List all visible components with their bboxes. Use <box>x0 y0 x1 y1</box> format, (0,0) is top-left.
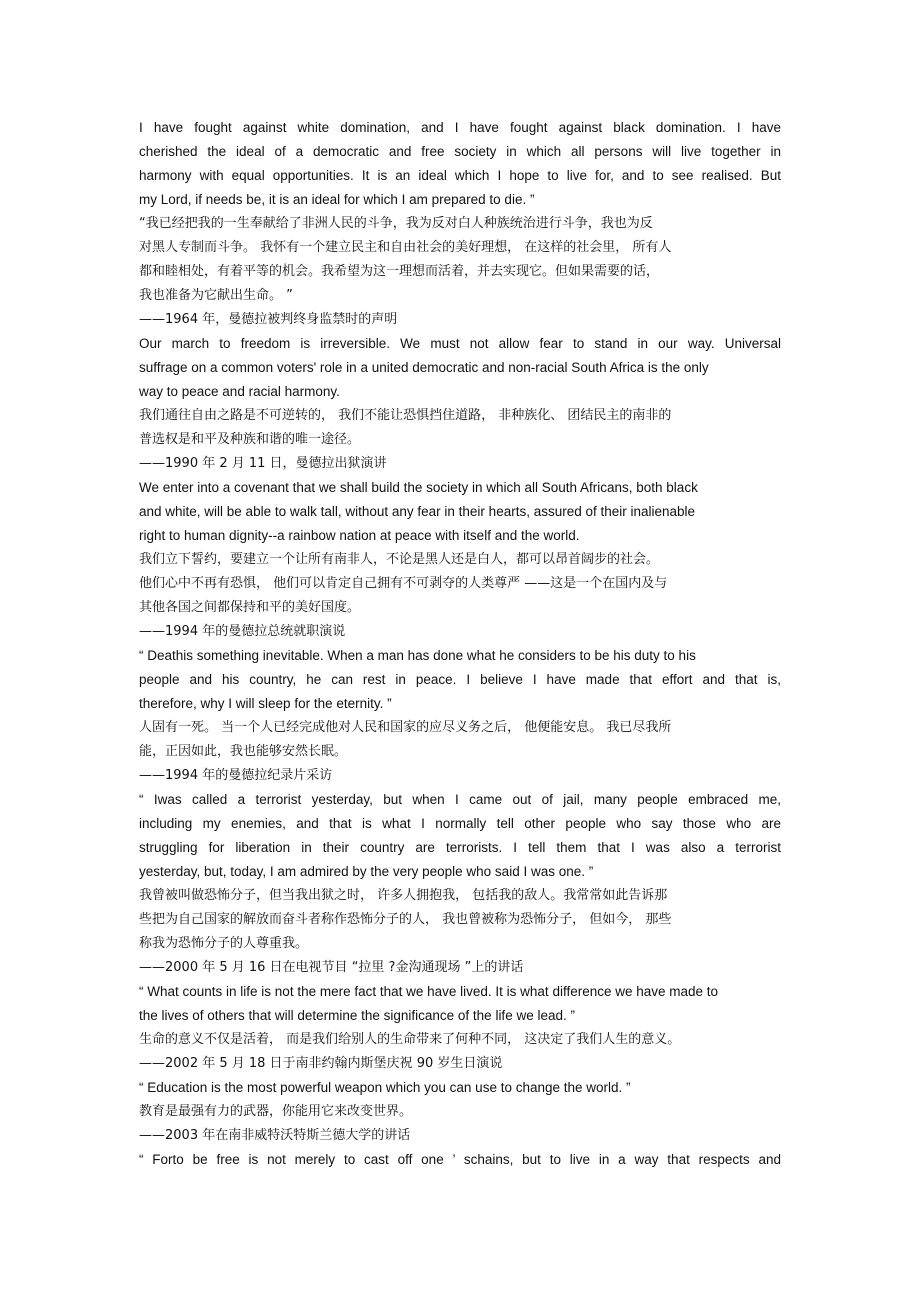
quote-chinese-7 <box>139 1100 781 1124</box>
source-line-7: ——2003 年在南非威特沃特斯兰德大学的讲话 <box>139 1128 411 1143</box>
source-line-2: ——1990 年 2 月 11 日，曼德拉出狱演讲 <box>139 456 387 471</box>
text-line: “ Forto be free is not merely to cast off one ’ schains, but to live in a way that respects and <box>139 1152 781 1167</box>
text-line: harmony with equal opportunities. It is an ideal which I hope to live for, and to see realised. But <box>139 168 781 183</box>
quote-chinese-1 <box>139 212 781 308</box>
quote-english-6 <box>139 980 781 1028</box>
text-line: 生命的意义不仅是活着， 而是我们给别人的生命带来了何种不同， 这决定了我们人生的意义。 <box>139 1032 681 1047</box>
quote-chinese-3 <box>139 548 781 620</box>
quote-chinese-6 <box>139 1028 781 1052</box>
text-line: 些把为自己国家的解放而奋斗者称作恐怖分子的人， 我也曾被称为恐怖分子， 但如今， 那些 <box>139 912 672 927</box>
quote-english-5 <box>139 788 781 884</box>
text-line: 我们立下誓约，要建立一个让所有南非人，不论是黑人还是白人，都可以昂首阔步的社会。 <box>139 552 660 567</box>
quote-english-8 <box>139 1148 781 1172</box>
text-line: 他们心中不再有恐惧， 他们可以肯定自己拥有不可剥夺的人类尊严 ——这是一个在国内及与 <box>139 576 668 591</box>
text-line: We enter into a covenant that we shall build the society in which all South Africans, both black <box>139 480 698 495</box>
text-line: “ Deathis something inevitable. When a man has done what he considers to be his duty to his <box>139 648 696 663</box>
text-line: 我也准备为它献出生命。 ” <box>139 288 293 303</box>
source-line-1: ——1964 年，曼德拉被判终身监禁时的声明 <box>139 312 398 327</box>
source-line-6: ——2002 年 5 月 18 日于南非约翰内斯堡庆祝 90 岁生日演说 <box>139 1056 503 1071</box>
quote-english-3 <box>139 476 781 548</box>
text-line: 人固有一死。 当一个人已经完成他对人民和国家的应尽义务之后， 他便能安息。 我已尽我所 <box>139 720 672 735</box>
text-line: my Lord, if needs be, it is an ideal for which I am prepared to die. ” <box>139 192 535 207</box>
quote-chinese-4 <box>139 716 781 764</box>
text-line: 我们通往自由之路是不可逆转的， 我们不能让恐惧挡住道路， 非种族化、 团结民主的南非的 <box>139 408 672 423</box>
text-line: and white, will be able to walk tall, without any fear in their hearts, assured of their inalienable <box>139 504 696 519</box>
quote-english-1 <box>139 116 781 212</box>
quote-english-4 <box>139 644 781 716</box>
quote-english-7 <box>139 1076 781 1100</box>
text-line: “ Education is the most powerful weapon which you can use to change the world. ” <box>139 1080 631 1095</box>
text-line: the lives of others that will determine the significance of the life we lead. ” <box>139 1008 575 1023</box>
text-line: “ Iwas called a terrorist yesterday, but when I came out of jail, many people embraced me, <box>139 792 781 807</box>
text-line: 对黑人专制而斗争。 我怀有一个建立民主和自由社会的美好理想， 在这样的社会里， 所有人 <box>139 240 672 255</box>
source-line-4: ——1994 年的曼德拉纪录片采访 <box>139 768 333 783</box>
quote-chinese-5 <box>139 884 781 956</box>
text-line: way to peace and racial harmony. <box>139 384 340 399</box>
document-page <box>139 116 781 1172</box>
text-line: 称我为恐怖分子的人尊重我。 <box>139 936 309 951</box>
text-line: 都和睦相处，有着平等的机会。我希望为这一理想而活着，并去实现它。但如果需要的话， <box>139 264 660 279</box>
text-line: including my enemies, and that is what I normally tell other people who say those who are <box>139 816 781 831</box>
quote-chinese-2 <box>139 404 781 452</box>
text-line: 教育是最强有力的武器，你能用它来改变世界。 <box>139 1104 413 1119</box>
text-line: “ What counts in life is not the mere fact that we have lived. It is what difference we have made to <box>139 984 719 999</box>
text-line: suffrage on a common voters' role in a united democratic and non-racial South Africa is the only <box>139 360 709 375</box>
text-line: Our march to freedom is irreversible. We must not allow fear to stand in our way. Universal <box>139 336 781 351</box>
text-line: people and his country, he can rest in peace. I believe I have made that effort and that is, <box>139 672 781 687</box>
text-line: I have fought against white domination, and I have fought against black domination. I have <box>139 120 781 135</box>
text-line: “我已经把我的一生奉献给了非洲人民的斗争，我为反对白人种族统治进行斗争，我也为反 <box>139 216 653 231</box>
quote-english-2 <box>139 332 781 404</box>
text-line: yesterday, but, today, I am admired by the very people who said I was one. ” <box>139 864 594 879</box>
text-line: struggling for liberation in their country are terrorists. I tell them that I was also a terrorist <box>139 840 781 855</box>
text-line: 我曾被叫做恐怖分子，但当我出狱之时， 许多人拥抱我， 包括我的敌人。我常常如此告诉那 <box>139 888 668 903</box>
text-line: 普选权是和平及种族和谐的唯一途径。 <box>139 432 361 447</box>
source-line-3: ——1994 年的曼德拉总统就职演说 <box>139 624 346 639</box>
text-line: 其他各国之间都保持和平的美好国度。 <box>139 600 361 615</box>
text-line: 能，正因如此，我也能够安然长眠。 <box>139 744 348 759</box>
text-line: cherished the ideal of a democratic and free society in which all persons will live together in <box>139 144 781 159</box>
text-line: right to human dignity--a rainbow nation at peace with itself and the world. <box>139 528 580 543</box>
text-line: therefore, why I will sleep for the eternity. ” <box>139 696 392 711</box>
source-line-5: ——2000 年 5 月 16 日在电视节目 “拉里 ?金沟通现场 ”上的讲话 <box>139 960 524 975</box>
